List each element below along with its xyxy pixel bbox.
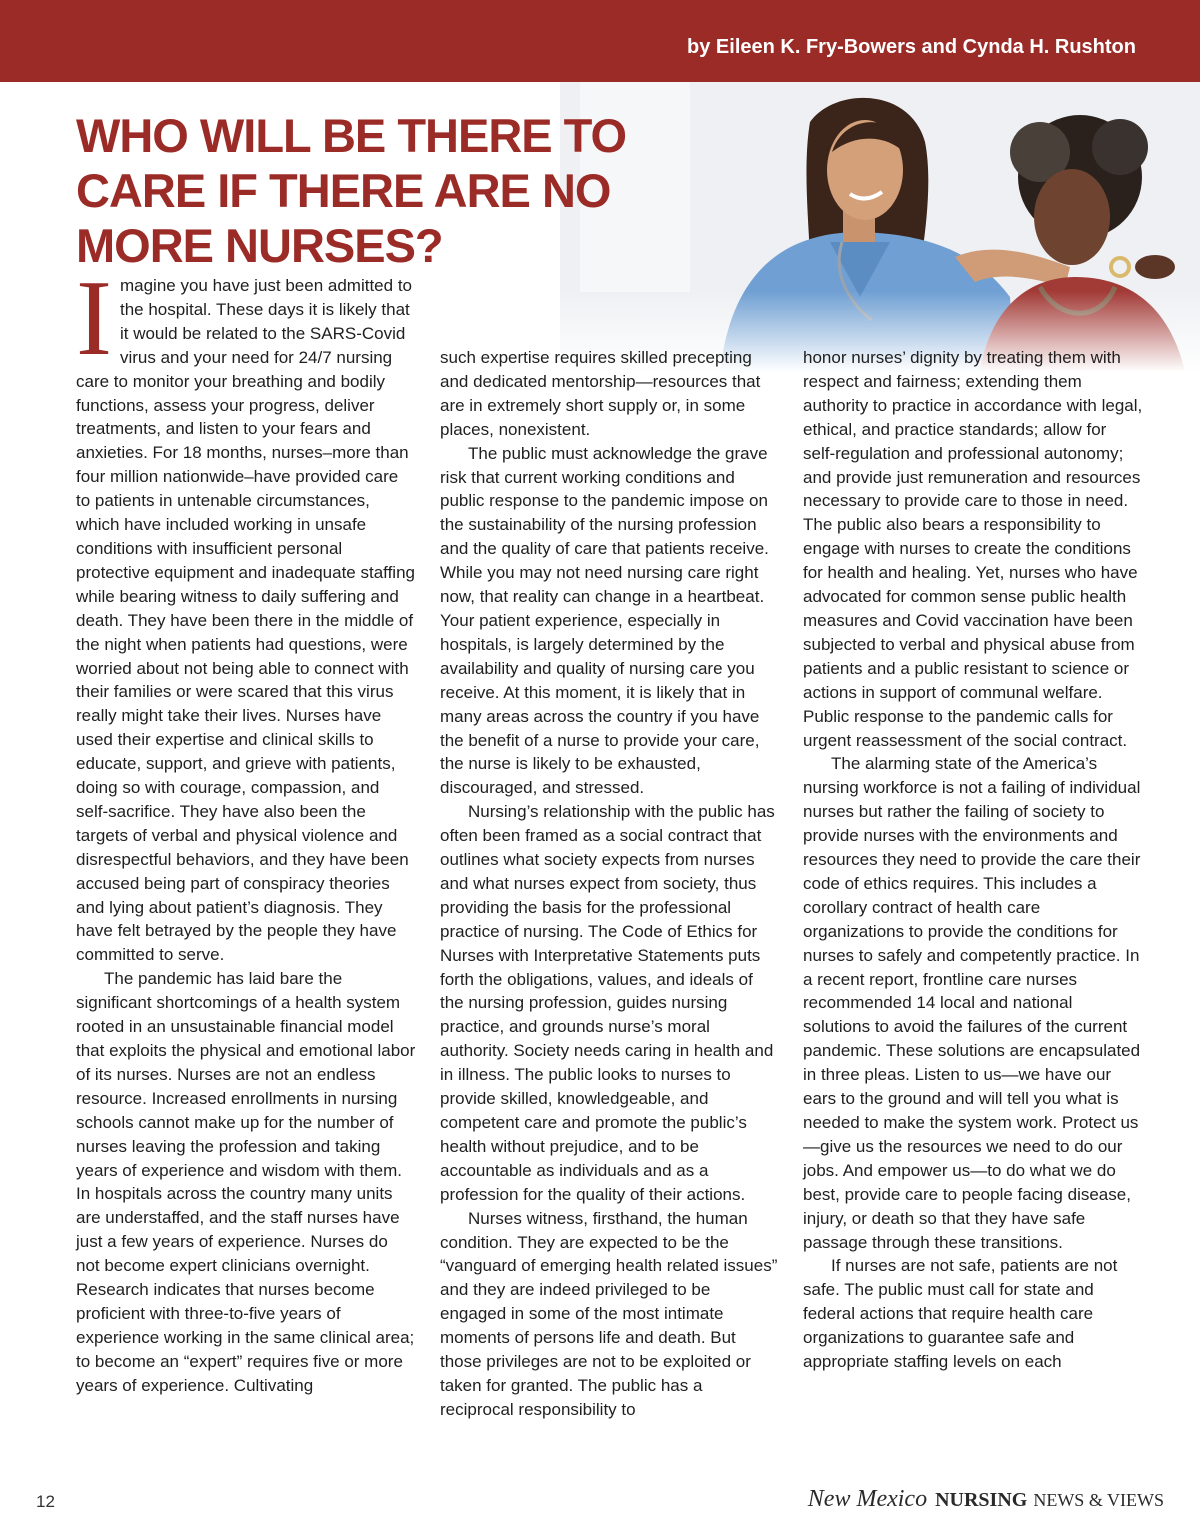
article-title: WHO WILL BE THERE TO CARE IF THERE ARE NO MORE NURSES? [76, 109, 627, 272]
header-bar [0, 0, 1200, 82]
paragraph: The pandemic has laid bare the significant shortcomings of a health system rooted in an unsustainable financial model that exploits the physical and emotional labor of its nurses. Nurses are not an endless resource. Increased enrollments in nursing schools cannot make up for the number of nurses leaving the profession and taking years of experience and wisdom with them. In hospitals across the country many units are understaffed, and the staff nurses have just a few years of experience. Nurses do not become expert clinicians overnight. Research indicates that nurses become proficient with three-to-five years of experience working in the same clinical area; to become an “expert” requires five or more years of experience. Cultivating [76, 969, 416, 1395]
article-column-3 [803, 346, 1143, 1374]
page-number: 12 [36, 1492, 55, 1511]
magazine-bold: NURSING [935, 1489, 1028, 1511]
magazine-script: New Mexico [807, 1486, 928, 1512]
paragraph: such expertise requires skilled precepting and dedicated mentorship—resources that are in extremely short supply or, in some places, nonexistent. [440, 348, 761, 439]
paragraph: If nurses are not safe, patients are not safe. The public must call for state and federal actions that require health care organizations to guarantee safe and appropriate staffing levels on each [803, 1256, 1118, 1372]
magazine-name [808, 1486, 1164, 1513]
byline: by Eileen K. Fry-Bowers and Cynda H. Rushton [687, 36, 1136, 58]
paragraph: The alarming state of the America’s nursing workforce is not a failing of individual nurses but rather the failing of society to provide nurses with the environments and resources they need to provide the care their code of ethics requires. This includes a corollary contract of health care organizations to provide the conditions for nurses to safely and competently practice. In a recent report, frontline care nurses recommended 14 local and national solutions to avoid the failures of the current pandemic. These solutions are encapsulated in three pleas. Listen to us—we have our ears to the ground and will tell you what is needed to make the system work. Protect us—give us the resources we need to do our jobs. And empower us—to do what we do best, provide care to people facing disease, injury, or death so that they have safe passage through these transitions. [803, 754, 1141, 1252]
article-column-2 [440, 346, 780, 1422]
paragraph-text: magine you have just been admitted to the hospital. These days it is likely that it would be related to the SARS-Covid virus and your need for 24/7 nursing care to monitor your breathing and bodily functions, assess your progress, deliver treatments, and listen to your fears and anxieties. For 18 months, nurses–more than four million nationwide–have provided care to patients in untenable circumstances, which have included working in unsafe conditions with insufficient personal protective equipment and inadequate staffing while bearing witness to daily suffering and death. They have been there in the middle of the night when patients had questions, were worried about not being able to connect with their families or were scared that this virus really might take their lives. Nurses have used their expertise and clinical skills to educate, support, and grieve with patients, doing so with courage, compassion, and self-sacrifice. They have also been the targets of verbal and physical violence and disrespectful behaviors, and they have been accused being part of conspiracy theories and lying about patient’s diagnosis. They have felt betrayed by the people they have committed to serve. [76, 276, 415, 965]
article-column-1 [76, 259, 416, 1398]
paragraph [76, 259, 416, 967]
paragraph: Nurses witness, firsthand, the human condition. They are expected to be the “vanguard of emerging health related issues” and they are indeed privileged to be engaged in some of the most intimate moments of persons life and death. But those privileges are not to be exploited or taken for granted. The public has a reciprocal responsibility to [440, 1208, 778, 1419]
paragraph: Nursing’s relationship with the public has often been framed as a social contract that outlines what society expects from nurses and what nurses expect from society, thus providing the basis for the professional practice of nursing. The Code of Ethics for Nurses with Interpretative Statements puts forth the obligations, values, and ideals of the nursing profession, guides nursing practice, and grounds nurse’s moral authority. Society needs caring in health and in illness. The public looks to nurses to provide skilled, knowledgeable, and competent care and promote the public’s health without prejudice, and to be accountable as individuals and as a profession for the quality of their actions. [440, 802, 775, 1204]
paragraph: honor nurses’ dignity by treating them with respect and fairness; extending them authority to practice in accordance with legal, ethical, and practice standards; allow for self-regulation and professional autonomy; and provide just remuneration and resources necessary to provide care to those in need. The public also bears a responsibility to engage with nurses to create the conditions for health and healing. Yet, nurses who have advocated for common sense public health measures and Covid vaccination have been subjected to verbal and physical abuse from patients and a public resistant to science or actions in support of communal welfare. Public response to the pandemic calls for urgent reassessment of the social contract. [803, 348, 1143, 750]
drop-cap: I [76, 259, 112, 378]
paragraph: The public must acknowledge the grave risk that current working conditions and public response to the pandemic impose on the sustainability of the nursing profession and the quality of care that patients receive. While you may not need nursing care right now, that reality can change in a heartbeat. Your patient experience, especially in hospitals, is largely determined by the availability and quality of nursing care you receive. At this moment, it is likely that in many areas across the country if you have the benefit of a nurse to provide your care, the nurse is likely to be exhausted, discouraged, and stressed. [440, 443, 769, 798]
magazine-sub: NEWS & VIEWS [1033, 1490, 1164, 1510]
